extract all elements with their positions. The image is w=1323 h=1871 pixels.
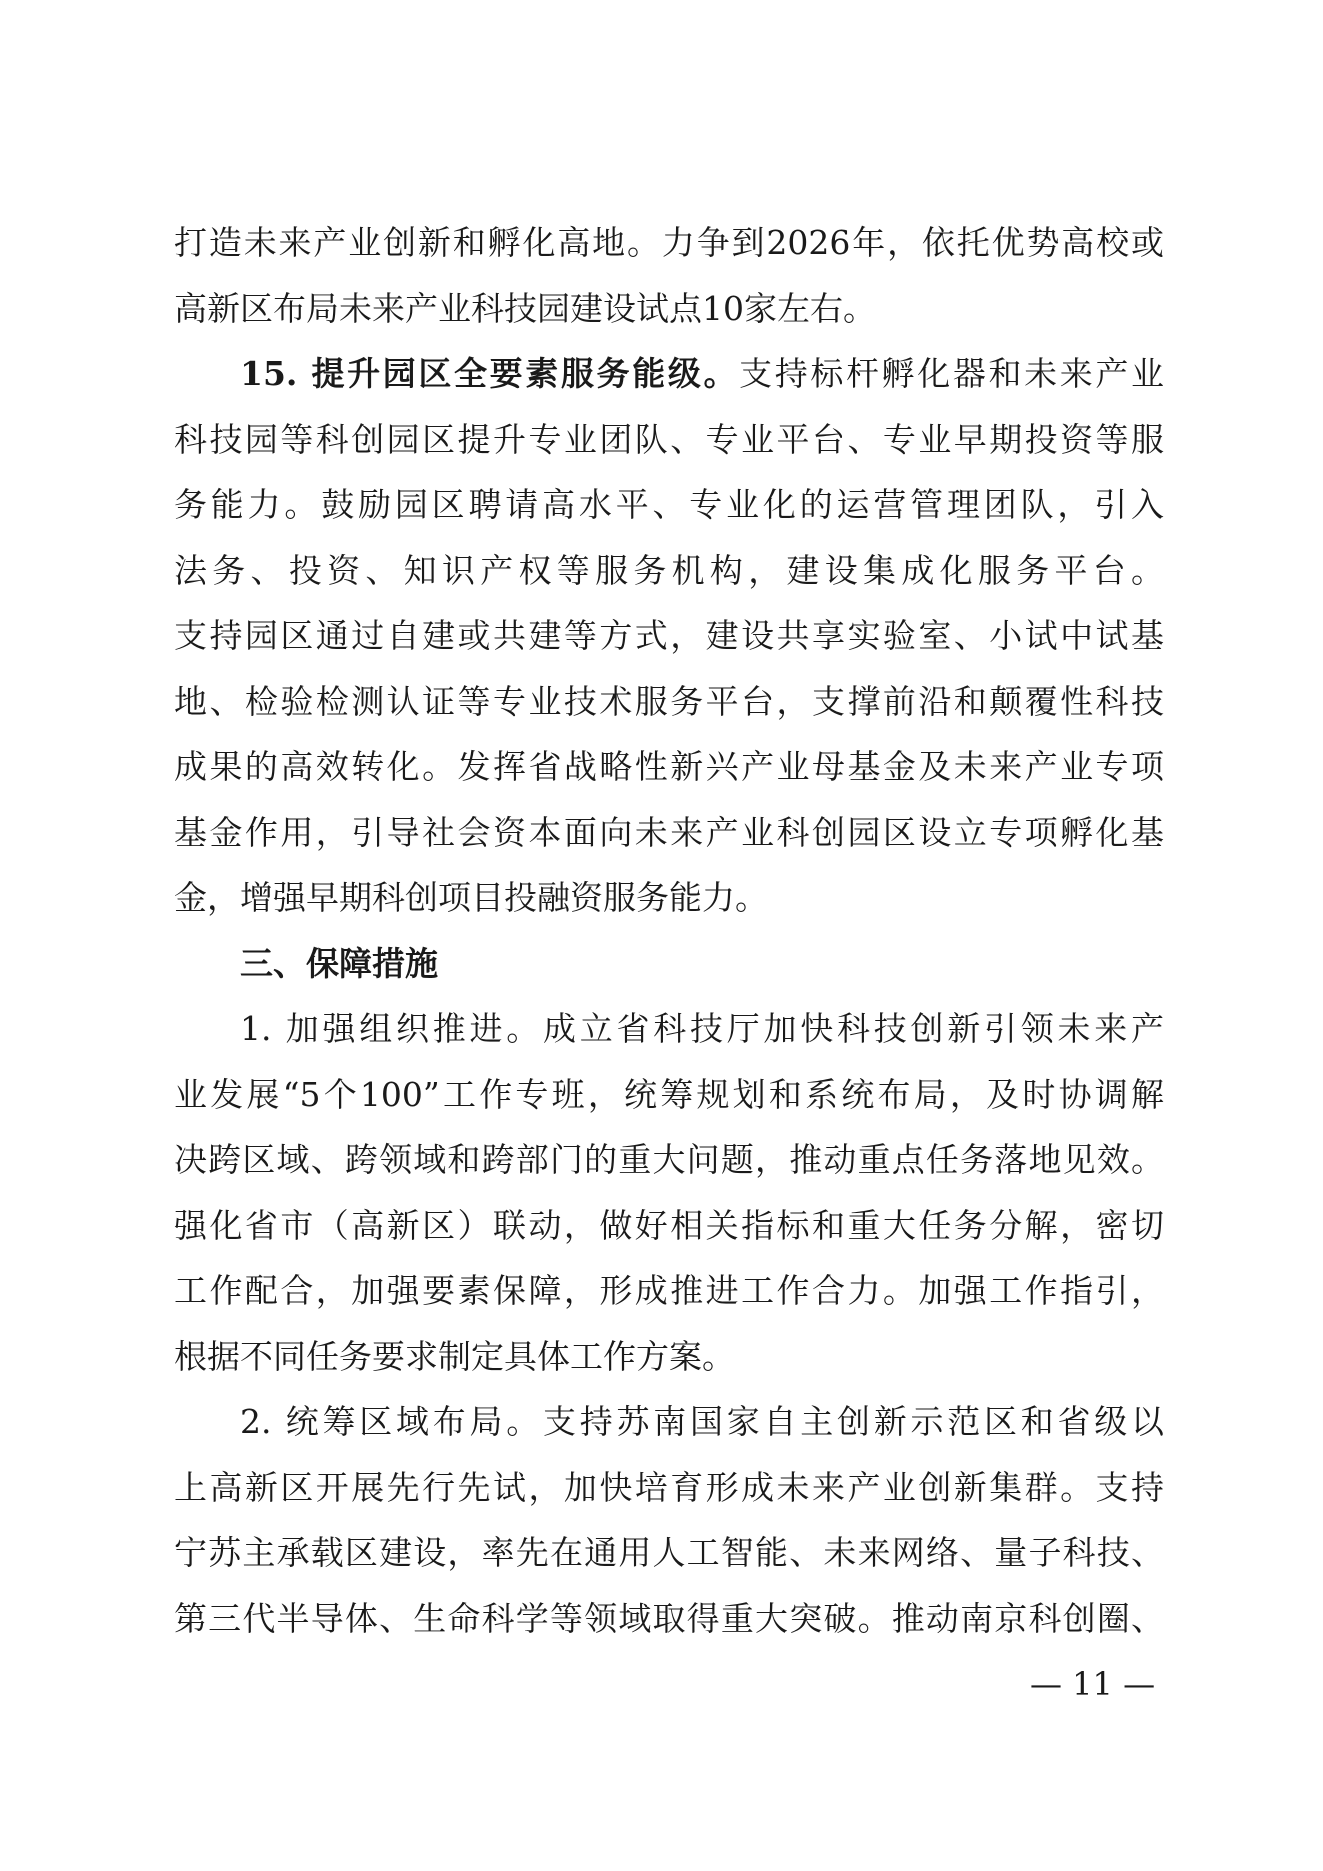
text-span: 支持标杆孵化器和未来产业 [739, 354, 1164, 393]
item-heading: 2. 统筹区域布局。 [240, 1402, 543, 1441]
text-line: 地、检验检测认证等专业技术服务平台，支撑前沿和颠覆性科技 [174, 681, 1164, 721]
text-line: 金，增强早期科创项目投融资服务能力。 [174, 878, 768, 917]
text-line: 决跨区域、跨领域和跨部门的重大问题，推动重点任务落地见效。 [174, 1140, 1164, 1179]
text-line: 业发展“5个100”工作专班，统筹规划和系统布局，及时协调解 [174, 1074, 1164, 1114]
page-number: — 11 — [1030, 1665, 1156, 1703]
text-line: 法务、投资、知识产权等服务机构，建设集成化服务平台。 [174, 550, 1164, 590]
text-line: 科技园等科创园区提升专业团队、专业平台、专业早期投资等服 [174, 419, 1164, 459]
text-line: 成果的高效转化。发挥省战略性新兴产业母基金及未来产业专项 [174, 747, 1164, 786]
text-line: 根据不同任务要求制定具体工作方案。 [174, 1336, 735, 1376]
text-line [174, 996, 1164, 1062]
text-span: 支持苏南国家自主创新示范区和省级以 [542, 1402, 1164, 1441]
text-line: 基金作用，引导社会资本面向未来产业科创园区设立专项孵化基 [174, 812, 1164, 852]
document-body [174, 210, 1164, 1651]
text-span: 成立省科技厅加快科技创新引领未来产 [542, 1009, 1164, 1048]
text-line: 第三代半导体、生命科学等领域取得重大突破。推动南京科创圈、 [174, 1598, 1164, 1638]
text-line [174, 1389, 1164, 1455]
text-line: 工作配合，加强要素保障，形成推进工作合力。加强工作指引， [174, 1271, 1164, 1310]
text-line [174, 341, 1164, 407]
text-line: 高新区布局未来产业科技园建设试点10家左右。 [174, 288, 876, 328]
text-line: 支持园区通过自建或共建等方式，建设共享实验室、小试中试基 [174, 616, 1164, 655]
section-heading: 三、保障措施 [240, 943, 438, 983]
text-line: 务能力。鼓励园区聘请高水平、专业化的运营管理团队，引入 [174, 485, 1164, 524]
item-heading: 1. 加强组织推进。 [240, 1009, 543, 1048]
text-line: 打造未来产业创新和孵化高地。力争到2026年，依托优势高校或 [174, 223, 1164, 262]
item-heading: 15. 提升园区全要素服务能级。 [240, 354, 740, 393]
text-line: 上高新区开展先行先试，加快培育形成未来产业创新集群。支持 [174, 1467, 1164, 1507]
text-line: 宁苏主承载区建设，率先在通用人工智能、未来网络、量子科技、 [174, 1533, 1164, 1572]
text-line: 强化省市（高新区）联动，做好相关指标和重大任务分解，密切 [174, 1205, 1164, 1245]
